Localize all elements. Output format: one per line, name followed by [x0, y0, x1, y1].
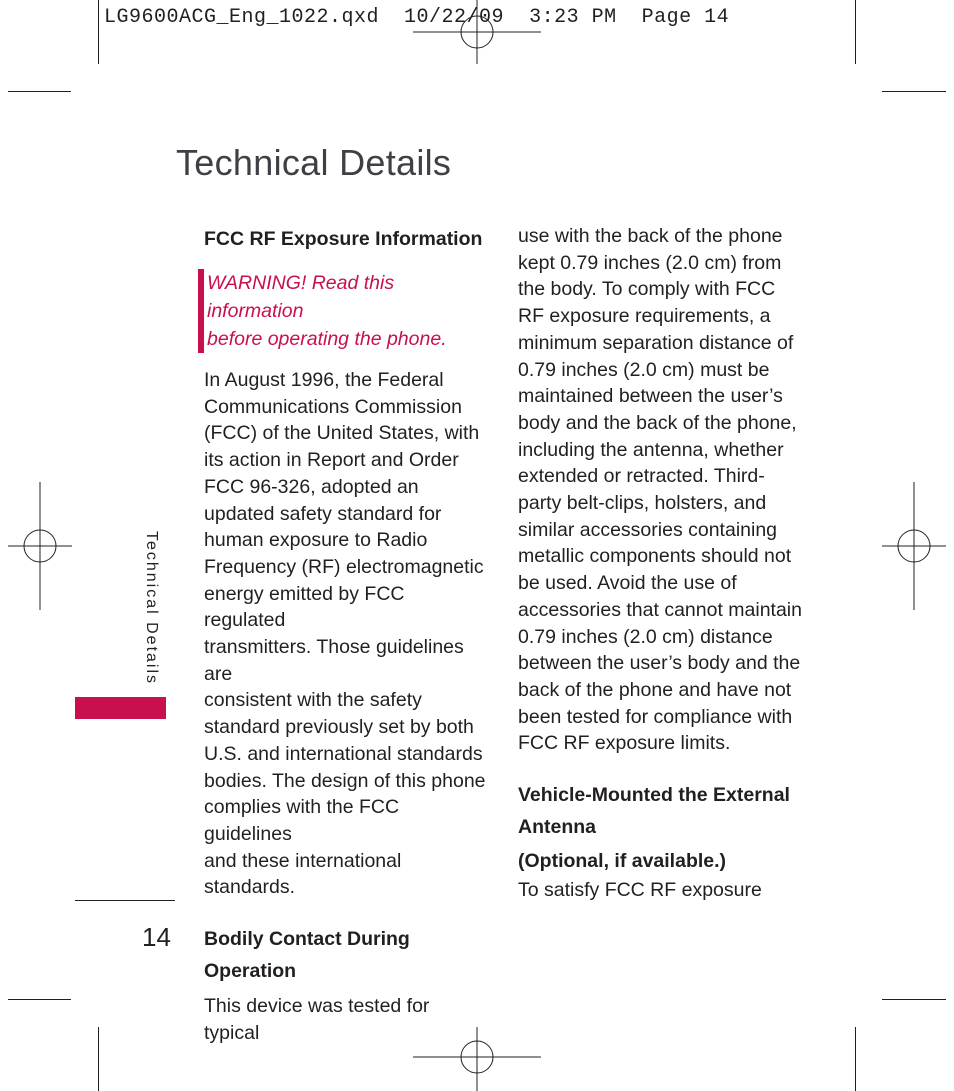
crop-mark-top-right-horizontal: [882, 91, 946, 92]
section-heading-bodily-contact: Bodily Contact During Operation: [204, 928, 410, 983]
body-paragraph-body-worn-use: use with the back of the phone kept 0.79 inches (2.0 cm) from the body. To comply with FCC RF exposure requirements, a minimum separation distance of 0.79 inches (2.0 cm) must be maintained between the user’s body and the back of the phone, including the antenna, whether extended or retracted. Third- party belt-clips, holsters, and similar accessories containing metallic components should not be used. Avoid the use of accessories that cannot maintain 0.79 inches (2.0 cm) distance between the user’s body and the back of the phone and have not been tested for compliance with FCC RF exposure limits.: [518, 225, 802, 755]
right-column: [518, 223, 802, 904]
crop-mark-top-right-vertical: [855, 0, 856, 64]
registration-mark-left-icon: [8, 482, 72, 610]
body-paragraph-bodily-contact: This device was tested for typical: [204, 995, 430, 1044]
section-subheading-optional: (Optional, if available.): [518, 850, 727, 873]
page-number: 14: [142, 922, 171, 952]
registration-mark-top-icon: [413, 0, 541, 64]
warning-callout: WARNING! Read this information before operating the phone.: [198, 269, 488, 353]
crop-mark-top-left-horizontal: [8, 91, 71, 92]
side-section-tab-bar: [75, 697, 166, 719]
section-heading-vehicle-antenna: Vehicle-Mounted the External Antenna: [518, 784, 790, 839]
crop-mark-bottom-right-vertical: [855, 1027, 856, 1091]
crop-mark-bottom-right-horizontal: [882, 999, 946, 1000]
body-paragraph-fcc-intro: In August 1996, the Federal Communications Commission (FCC) of the United States, with its action in Report and Order FCC 96-326, adopted an updated safety standard for human exposure to Radio Frequency (RF) electromagnetic energy emitted by FCC regulated transmitters. Those guidelines are consistent with the safety standard previously set by both U.S. and international standards bodies. The design of this phone complies with the FCC guidelines and these international standards.: [204, 369, 486, 899]
side-section-tab-label: Technical Details: [143, 530, 160, 686]
left-column: [204, 223, 488, 1046]
page-title: Technical Details: [176, 142, 452, 183]
crop-mark-bottom-left-horizontal: [8, 999, 71, 1000]
body-paragraph-vehicle-antenna: To satisfy FCC RF exposure: [518, 879, 762, 902]
registration-mark-right-icon: [882, 482, 946, 610]
footer-rule: [75, 900, 175, 901]
section-heading-fcc-rf-exposure: FCC RF Exposure Information: [204, 228, 483, 250]
print-slug-line: LG9600ACG_Eng_1022.qxd 10/22/09 3:23 PM Page 14: [104, 6, 730, 29]
crop-mark-bottom-left-vertical: [98, 1027, 99, 1091]
crop-mark-top-left-vertical: [98, 0, 99, 64]
